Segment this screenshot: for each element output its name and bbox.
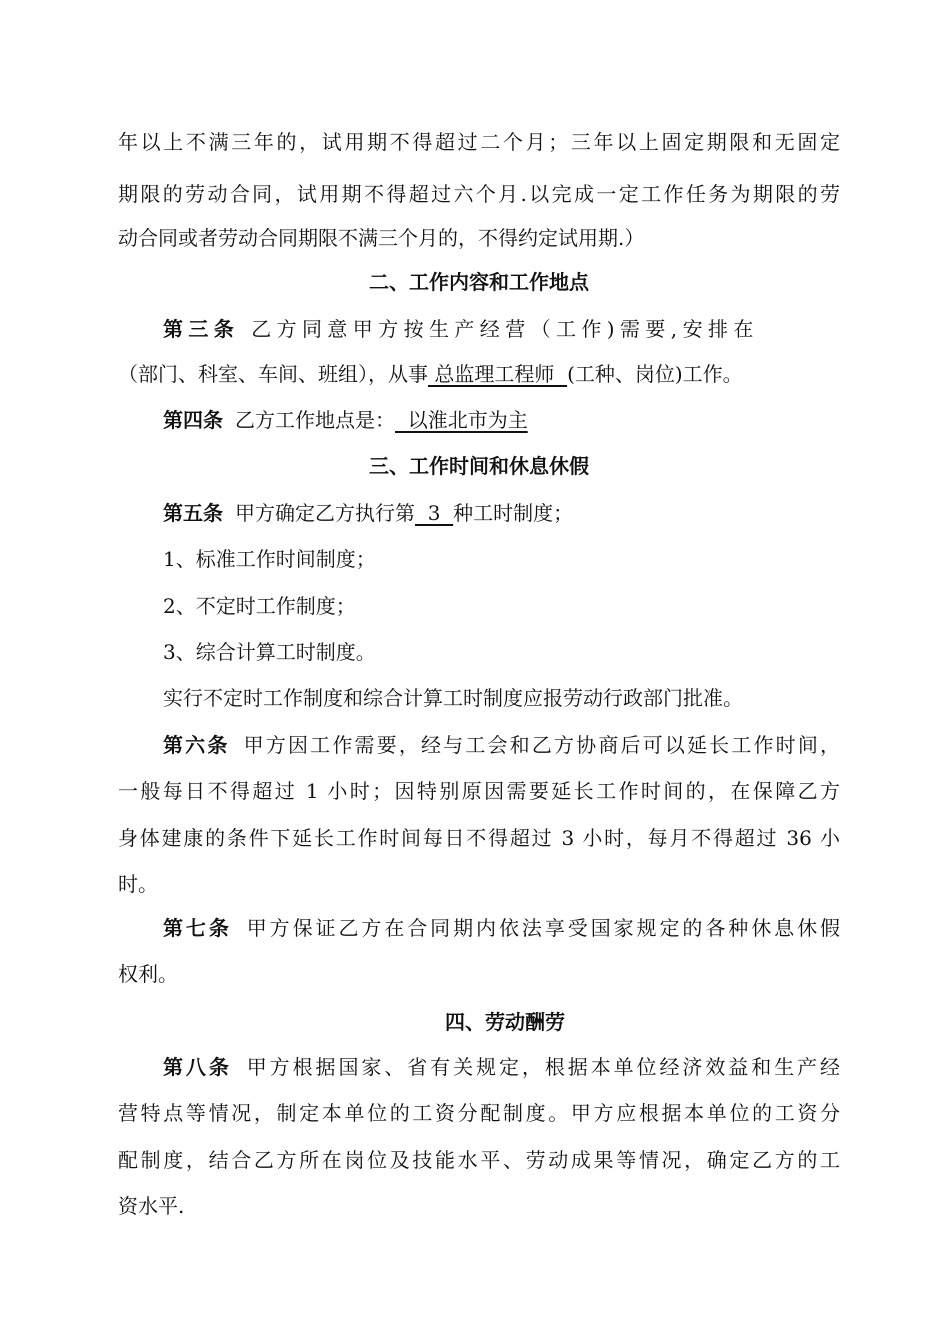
intro-line-3: 动合同或者劳动合同期限不满三个月的，不得约定试用期.） <box>118 226 645 250</box>
article-3-text-before: （部门、科室、车间、班组），从事 <box>118 362 428 386</box>
article-4-text: 乙方工作地点是： <box>235 408 395 432</box>
approval-note: 实行不定时工作制度和综合计算工时制度应报劳动行政部门批准。 <box>163 686 743 710</box>
article-6-line-3: 身体建康的条件下延长工作时间每日不得超过 3 小时，每月不得超过 36 小 <box>118 826 840 850</box>
job-title-blank: 总监理工程师 <box>428 362 568 386</box>
article-5-text-before: 甲方确定乙方执行第 <box>235 501 415 525</box>
article-6-line-1 <box>163 731 840 759</box>
article-7-line-2: 权利。 <box>118 962 178 986</box>
article-6-text: 甲方因工作需要，经与工会和乙方协商后可以延长工作时间， <box>241 733 840 757</box>
article-3-line-1 <box>163 315 840 343</box>
work-location-blank: 以淮北市为主 <box>395 408 528 432</box>
article-8-label: 第八条 <box>163 1055 232 1079</box>
article-8-line-3: 配制度，结合乙方所在岗位及技能水平、劳动成果等情况，确定乙方的工 <box>118 1148 840 1172</box>
article-3-text-after: (工种、岗位)工作。 <box>567 362 743 386</box>
article-5-text-after: 种工时制度； <box>453 501 574 525</box>
section-4-heading: 四、劳动酬劳 <box>445 1010 565 1034</box>
article-6-label: 第六条 <box>163 733 230 757</box>
article-5-label: 第五条 <box>163 501 223 525</box>
intro-line-2: 期限的劳动合同，试用期不得超过六个月.以完成一定工作任务为期限的劳 <box>118 182 840 206</box>
article-6-line-4: 时。 <box>118 872 158 896</box>
article-7-line-1 <box>163 914 840 942</box>
work-hour-system-blank: 3 <box>415 501 454 525</box>
section-3-heading: 三、工作时间和休息休假 <box>369 454 589 478</box>
article-6-line-2: 一般每日不得超过 1 小时；因特别原因需要延长工作时间的，在保障乙方 <box>118 779 840 803</box>
article-8-text: 甲方根据国家、省有关规定，根据本单位经济效益和生产经 <box>243 1055 841 1079</box>
option-1: 1、标准工作时间制度； <box>163 547 376 571</box>
article-7-text: 甲方保证乙方在合同期内依法享受国家规定的各种休息休假 <box>243 916 841 940</box>
option-2: 2、不定时工作制度； <box>163 594 356 618</box>
article-8-line-2: 营特点等情况，制定本单位的工资分配制度。甲方应根据本单位的工资分 <box>118 1101 840 1125</box>
intro-line-1: 年以上不满三年的，试用期不得超过二个月；三年以上固定期限和无固定 <box>118 130 840 154</box>
article-8-line-1 <box>163 1053 840 1081</box>
option-3: 3、综合计算工时制度。 <box>163 640 376 664</box>
article-3-line-2 <box>118 360 840 388</box>
section-2-heading: 二、工作内容和工作地点 <box>369 270 589 294</box>
article-3-label: 第三条 <box>163 317 240 341</box>
article-4 <box>163 406 840 434</box>
article-7-label: 第七条 <box>163 916 232 940</box>
article-4-label: 第四条 <box>163 408 223 432</box>
article-8-line-4: 资水平. <box>118 1194 185 1218</box>
article-3-text: 乙方同意甲方按生产经营（工作)需要,安排在 <box>251 317 759 341</box>
article-5 <box>163 499 840 527</box>
